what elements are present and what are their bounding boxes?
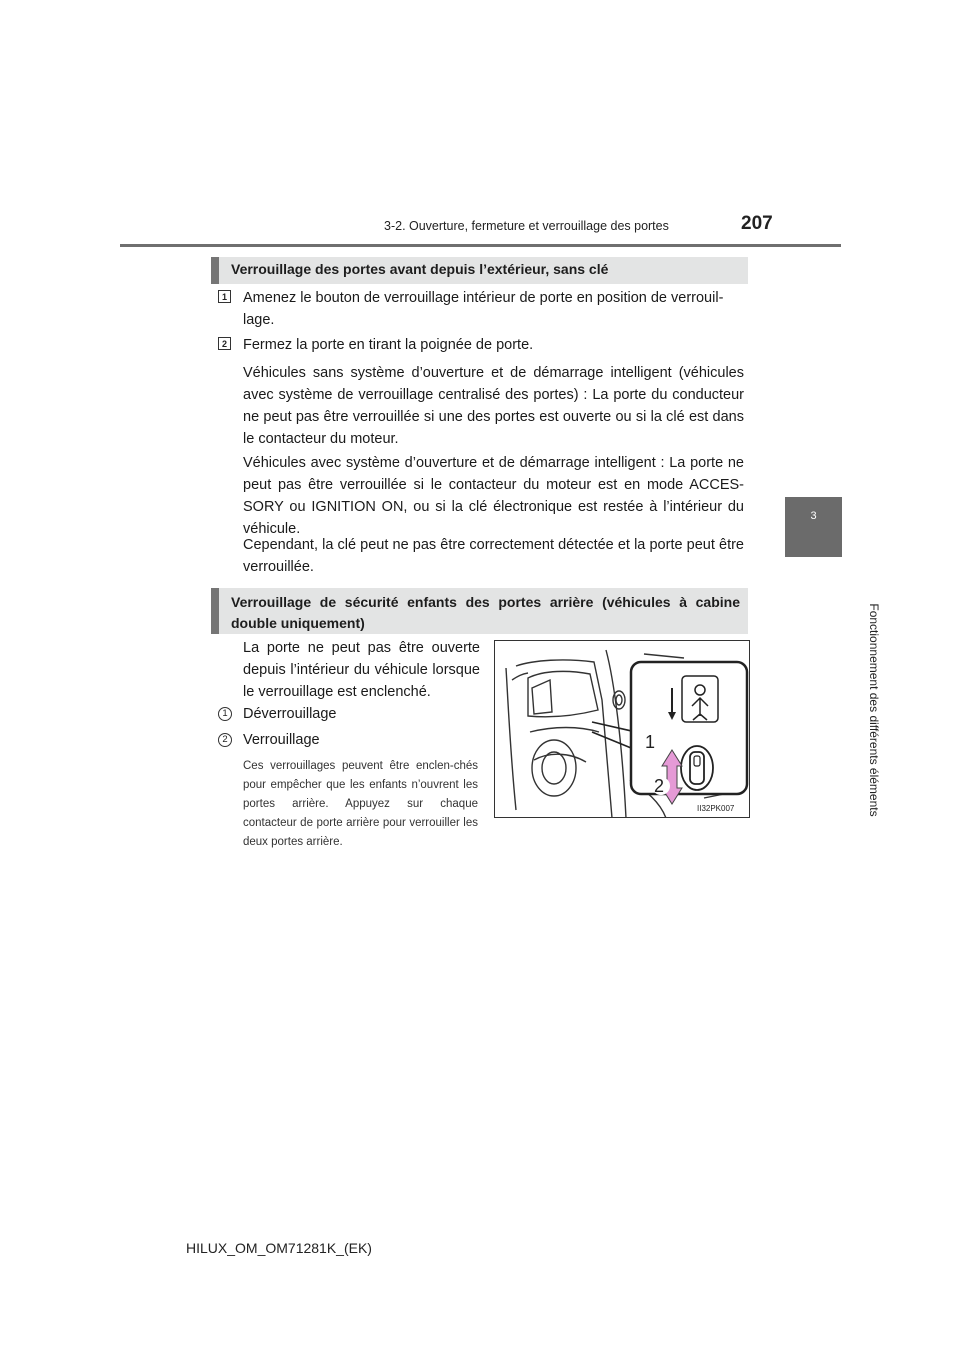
- step-1-line2: lage.: [243, 312, 275, 328]
- document-id: HILUX_OM_OM71281K_(EK): [186, 1240, 372, 1256]
- item-1-number: 1: [218, 707, 232, 721]
- chapter-tab: [785, 497, 842, 557]
- step-1-badge: 1: [218, 290, 231, 303]
- step-1-text: [243, 287, 748, 331]
- child-lock-illustration: [494, 640, 750, 818]
- item-2-number: 2: [218, 733, 232, 747]
- chapter-side-title: Fonctionnement des différents éléments: [867, 603, 881, 817]
- section-heading-child-lock: Verrouillage de sécurité enfants des portes arrière (véhicules à cabine double uniquement): [211, 588, 748, 634]
- header-divider: [120, 244, 841, 247]
- figure-code: II32PK007: [697, 804, 735, 813]
- chapter-tab-number: 3: [810, 510, 817, 522]
- child-lock-intro: La porte ne peut pas être ouverte depuis l’intérieur du véhicule lorsque le verrouillage est enclenché.: [243, 640, 480, 700]
- paragraph-no-smart-key: Véhicules sans système d’ouverture et de démarrage intelligent (véhicules avec système de verrouillage centralisé des portes) : La porte du conducteur ne peut pas être verrouillée si une des portes est ouverte ou si la clé est dans le contacteur du moteur.: [243, 365, 744, 447]
- paragraph-however: Cependant, la clé peut ne pas être correctement détectée et la porte peut être verrouillée.: [243, 537, 744, 575]
- item-1-label: Déverrouillage: [243, 706, 337, 722]
- step-2-badge: 2: [218, 337, 231, 350]
- child-lock-note: Ces verrouillages peuvent être enclen-chés pour empêcher que les enfants n’ouvrent les portes arrière. Appuyez sur chaque contacteur de porte arrière pour verrouiller les deux portes arrière.: [243, 760, 478, 848]
- door-illustration-svg: [494, 640, 750, 818]
- step-1-line1: Amenez le bouton de verrouillage intérieur de porte en position de verrouil-: [243, 290, 724, 306]
- section-heading-front-doors: Verrouillage des portes avant depuis l’extérieur, sans clé: [211, 257, 748, 284]
- callout-2-number: 2: [654, 776, 665, 796]
- callout-1-number: 1: [645, 732, 656, 752]
- page-number: 207: [741, 213, 773, 234]
- step-2-text: Fermez la porte en tirant la poignée de porte.: [243, 337, 534, 353]
- chapter-heading: 3-2. Ouverture, fermeture et verrouillage des portes: [384, 219, 669, 233]
- item-2-label: Verrouillage: [243, 732, 320, 748]
- paragraph-smart-key: Véhicules avec système d’ouverture et de démarrage intelligent : La porte ne peut pas être verrouillée si le contacteur du moteur est en mode ACCES-SORY ou IGNITION ON, ou si la clé électronique est restée à l’intérieur du véhicule.: [243, 455, 744, 537]
